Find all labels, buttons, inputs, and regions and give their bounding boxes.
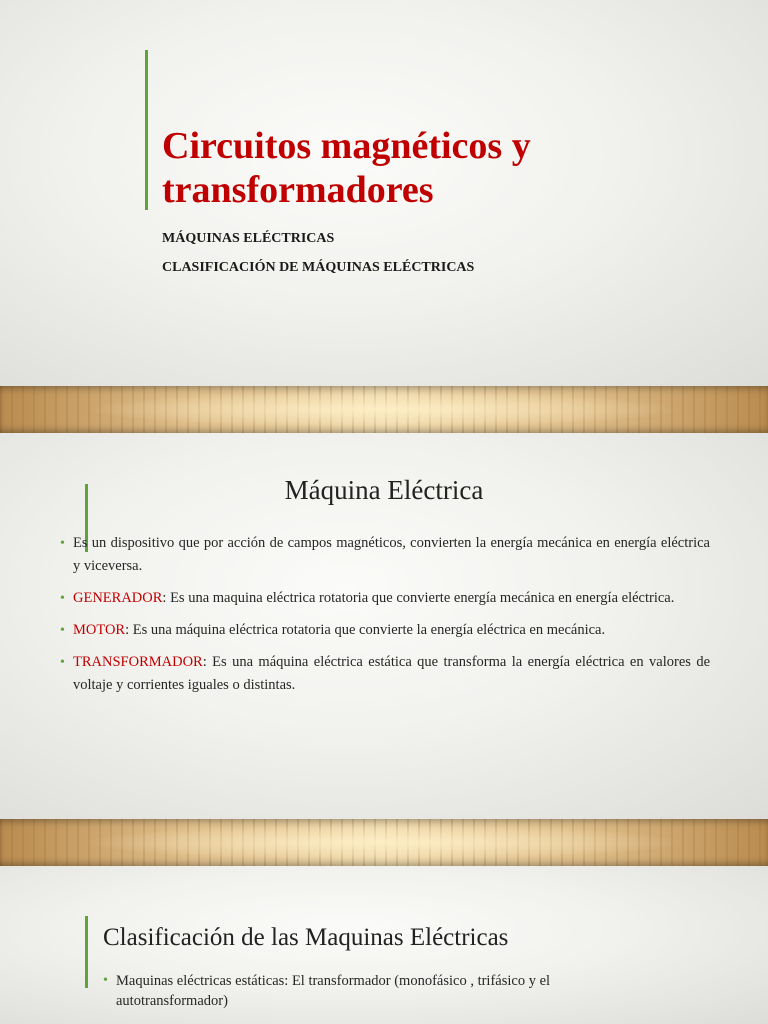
- bullet-list: [103, 971, 623, 1011]
- bullet-item: [60, 532, 710, 578]
- accent-bar: [85, 916, 88, 988]
- bullet-item: [103, 971, 623, 1011]
- slide-clasificacion: [0, 866, 768, 1024]
- term-generador: GENERADOR: [73, 590, 163, 606]
- bullet-text: Maquinas eléctricas estáticas: El transformador (monofásico , trifásico y el autotransformador): [116, 973, 551, 1009]
- subtitle-maquinas: MÁQUINAS ELÉCTRICAS: [162, 231, 335, 246]
- definition-text: : Es una maquina eléctrica rotatoria que convierte energía mecánica en energía eléctrica.: [162, 590, 675, 606]
- definition-text: : Es una máquina eléctrica estática que transforma la energía eléctrica en valores de voltaje y corrientes iguales o distintas.: [73, 654, 710, 693]
- term-transformador: TRANSFORMADOR: [73, 654, 203, 670]
- bullet-item: [60, 587, 710, 610]
- slide-title: Máquina Eléctrica: [284, 475, 484, 505]
- slide-separator: [0, 386, 768, 433]
- slide-title: [0, 0, 768, 386]
- definition-text: : Es una máquina eléctrica rotatoria que convierte la energía eléctrica en mecánica.: [125, 622, 606, 638]
- term-motor: MOTOR: [73, 622, 126, 638]
- slide-title: Clasificación de las Maquinas Eléctricas: [103, 924, 509, 951]
- subtitle-clasificacion: CLASIFICACIÓN DE MÁQUINAS ELÉCTRICAS: [162, 260, 475, 275]
- presentation-title: Circuitos magnéticos y transformadores: [162, 125, 531, 211]
- slide-separator: [0, 819, 768, 866]
- bullet-item: [60, 619, 710, 642]
- bullet-list: [60, 532, 710, 706]
- bullet-text: Es un dispositivo que por acción de campos magnéticos, convierten la energía mecánica en energía eléctrica y viceversa.: [73, 535, 710, 574]
- slide-maquina-electrica: [0, 433, 768, 819]
- bullet-item: [60, 651, 710, 697]
- accent-bar: [145, 50, 148, 210]
